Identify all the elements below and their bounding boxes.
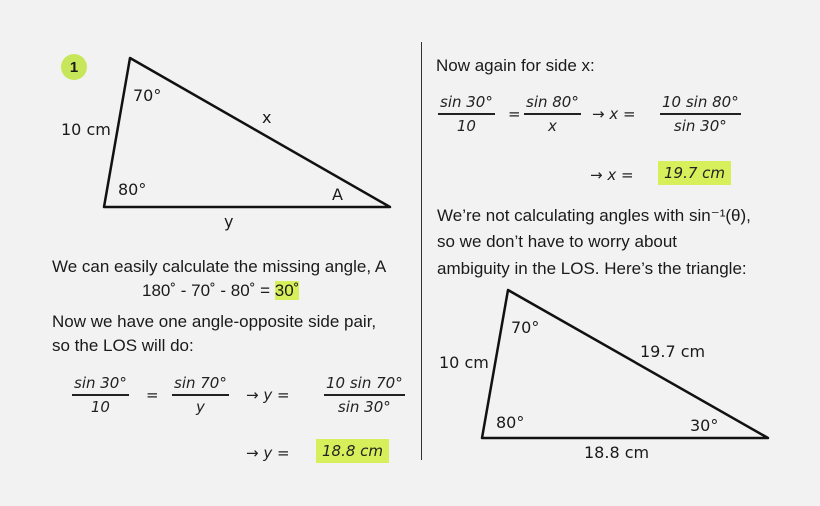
left-fraction-2	[172, 374, 229, 416]
left-fraction-1	[72, 374, 129, 416]
right-triangle-shape	[482, 290, 768, 438]
left-fraction-2-bar	[172, 394, 229, 396]
right-fraction-2-den: x	[547, 116, 557, 135]
right-fraction-3-num: 10 sin 80°	[662, 93, 739, 111]
angle-equation-result: 30˚	[274, 281, 300, 300]
left-text-line1: We can easily calculate the missing angle, A	[52, 257, 387, 276]
left-angle-top-label: 70°	[133, 86, 162, 105]
right-side-left-label: 10 cm	[439, 353, 489, 372]
left-fraction-3-num: 10 sin 70°	[326, 374, 403, 392]
right-side-bottom-label: 18.8 cm	[584, 443, 650, 462]
right-angle-right-label: 30°	[690, 416, 719, 435]
angle-equation-prefix: 180˚ - 70˚ - 80˚ =	[142, 281, 271, 300]
left-fraction-2-den: y	[195, 397, 205, 416]
right-fraction-2-bar	[524, 113, 581, 115]
left-text-line3: Now we have one angle-opposite side pair,	[52, 312, 377, 331]
angle-equation	[142, 280, 299, 302]
left-result-highlight: 18.8 cm	[316, 439, 389, 463]
left-angle-right-label: A	[332, 185, 343, 204]
left-fraction-3	[324, 374, 405, 416]
left-angle-bottom-left-label: 80°	[118, 180, 147, 199]
right-para-line1: We’re not calculating angles with sin⁻¹(θ),	[437, 206, 751, 225]
right-fraction-3-bar	[660, 113, 741, 115]
left-fraction-1-bar	[72, 394, 129, 396]
right-side-hyp-label: 19.7 cm	[640, 342, 706, 361]
left-side-left-label: 10 cm	[61, 120, 111, 139]
right-arrow-2: → x =	[590, 166, 634, 184]
right-angle-top-label: 70°	[511, 318, 540, 337]
right-triangle-diagram	[420, 280, 820, 506]
right-equals-sign: =	[508, 105, 521, 123]
right-fraction-1-den: 10	[456, 116, 476, 135]
left-text-line4: so the LOS will do:	[52, 336, 194, 355]
left-side-hyp-label: x	[262, 108, 272, 127]
right-angle-bottom-left-label: 80°	[496, 413, 525, 432]
right-fraction-1-bar	[438, 113, 495, 115]
left-fraction-2-num: sin 70°	[174, 374, 227, 392]
right-para-line2: so we don’t have to worry about	[437, 232, 678, 251]
left-arrow-2: → y =	[246, 444, 290, 462]
left-fraction-3-den: sin 30°	[337, 397, 391, 416]
left-triangle-shape	[104, 58, 390, 207]
right-para-line3: ambiguity in the LOS. Here’s the triangle:	[437, 259, 747, 278]
left-fraction-1-den: 10	[90, 397, 110, 416]
right-fraction-3-den: sin 30°	[673, 116, 727, 135]
right-result-highlight: 19.7 cm	[658, 161, 731, 185]
problem-number-badge: 1	[61, 54, 87, 80]
right-fraction-2	[524, 93, 581, 135]
left-equals-sign: =	[146, 386, 159, 404]
right-fraction-1	[438, 93, 495, 135]
left-fraction-3-bar	[324, 394, 405, 396]
right-fraction-1-num: sin 30°	[440, 93, 493, 111]
right-fraction-3	[660, 93, 741, 135]
left-arrow-1: → y =	[246, 386, 290, 404]
right-arrow-1: → x =	[592, 105, 636, 123]
left-side-bottom-label: y	[224, 212, 234, 231]
right-fraction-2-num: sin 80°	[526, 93, 579, 111]
left-fraction-1-num: sin 30°	[74, 374, 127, 392]
right-text-line1: Now again for side x:	[436, 56, 595, 75]
